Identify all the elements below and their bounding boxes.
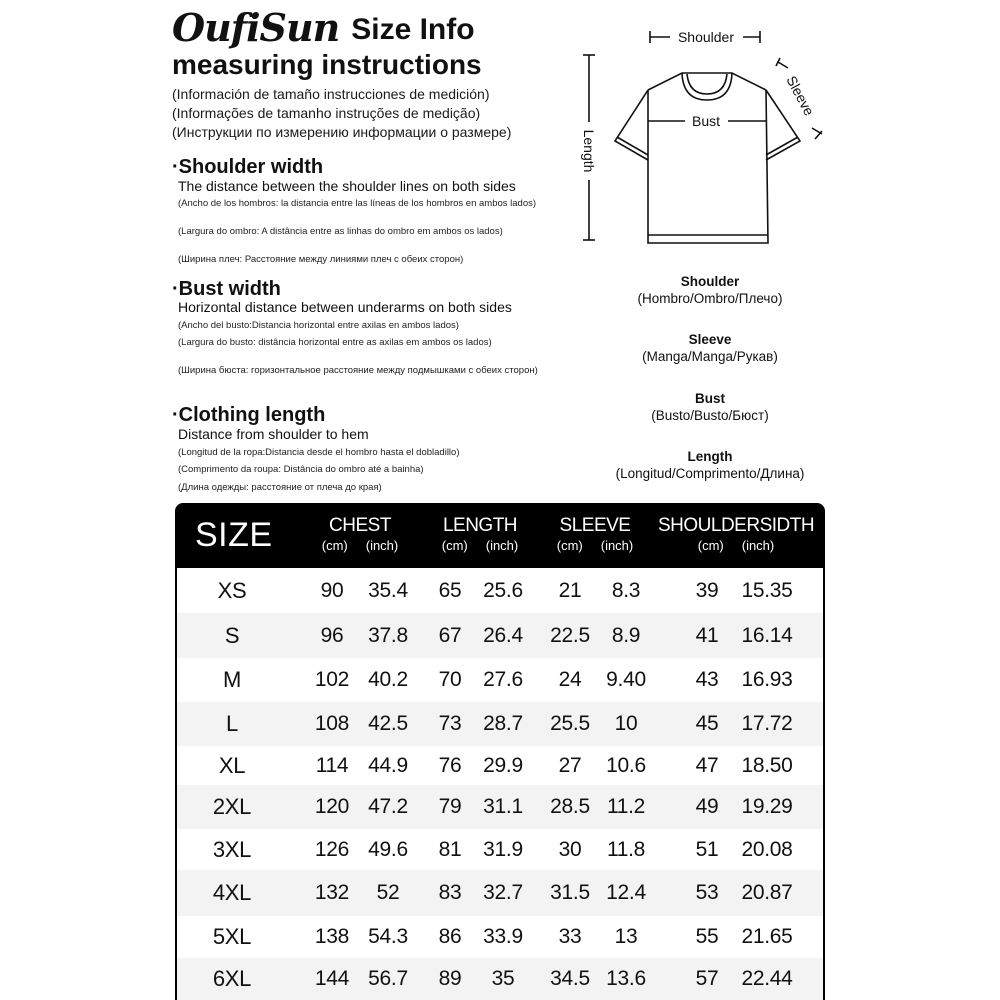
diagram-label-sleeve: Sleeve — [783, 72, 818, 119]
cell-shoulder-inch: 20.87 — [741, 881, 793, 904]
brand-logo: OufiSun — [172, 5, 340, 50]
cell-length-cm: 81 — [438, 837, 462, 861]
cell-shoulder-inch: 17.72 — [741, 712, 793, 735]
header-size: SIZE — [195, 516, 273, 554]
cell-chest-cm: 102 — [314, 668, 350, 691]
cell-size: 2XL — [212, 794, 252, 819]
legend-term: Sleeve — [688, 332, 732, 347]
section-note-ru: (Длина одежды: расстояние от плеча до края) — [178, 482, 382, 493]
cell-chest-cm: 90 — [320, 578, 344, 602]
cell-sleeve-inch: 9.40 — [606, 668, 646, 691]
cell-shoulder-inch: 22.44 — [741, 967, 793, 990]
cell-shoulder-cm: 57 — [695, 967, 719, 990]
cell-shoulder-cm: 43 — [695, 668, 719, 691]
cell-length-cm: 76 — [438, 753, 462, 777]
page-subtitle: measuring instructions — [172, 49, 482, 80]
cell-chest-cm: 114 — [315, 753, 349, 777]
table-body — [175, 568, 825, 1000]
section-title-bust-width: ·Bust width — [172, 278, 281, 300]
cell-size: S — [224, 622, 240, 648]
cell-shoulder-cm: 41 — [695, 623, 719, 647]
unit-cm: (cm) — [321, 538, 348, 553]
unit-cm: (cm) — [697, 538, 724, 553]
section-note-es: (Longitud de la ropa:Distancia desde el hombro hasta el dobladillo) — [178, 447, 460, 458]
cell-size: M — [222, 667, 242, 692]
table-header — [175, 503, 825, 568]
cell-size: L — [226, 711, 238, 736]
cell-chest-inch: 40.2 — [368, 668, 408, 691]
cell-chest-inch: 44.9 — [368, 753, 408, 777]
tshirt-diagram — [575, 10, 840, 260]
cell-sleeve-cm: 22.5 — [550, 623, 590, 647]
cell-length-cm: 67 — [438, 623, 462, 647]
brand-title — [172, 2, 475, 50]
cell-sleeve-cm: 21 — [558, 578, 582, 602]
legend-item-shoulder — [590, 273, 830, 307]
cell-sleeve-inch: 10.6 — [606, 753, 646, 777]
cell-chest-cm: 132 — [314, 881, 350, 904]
cell-sleeve-cm: 34.5 — [550, 967, 590, 990]
diagram-label-bust: Bust — [691, 113, 721, 129]
diagram-label-length: Length — [581, 129, 597, 173]
cell-sleeve-cm: 28.5 — [550, 795, 590, 818]
cell-sleeve-inch: 10 — [614, 712, 638, 735]
cell-chest-cm: 120 — [314, 795, 350, 818]
cell-length-inch: 33.9 — [483, 925, 523, 948]
cell-length-cm: 89 — [438, 967, 462, 990]
cell-shoulder-inch: 21.65 — [741, 925, 793, 948]
legend-term: Bust — [695, 391, 725, 406]
section-desc-clothing-length: Distance from shoulder to hem — [178, 426, 369, 442]
cell-sleeve-inch: 8.3 — [611, 578, 641, 602]
tshirt-icon — [575, 10, 840, 260]
cell-length-cm: 86 — [438, 925, 462, 948]
title-suffix: Size Info — [351, 13, 475, 46]
cell-shoulder-cm: 49 — [695, 795, 719, 818]
section-title-clothing-length: ·Clothing length — [172, 404, 326, 426]
cell-sleeve-inch: 13 — [614, 925, 638, 948]
table-row-m — [177, 658, 823, 702]
cell-chest-inch: 37.8 — [368, 623, 408, 647]
legend-translation: (Busto/Busto/Бюст) — [651, 408, 769, 423]
unit-inch: (inch) — [485, 538, 519, 553]
cell-sleeve-inch: 13.6 — [606, 967, 646, 990]
table-row-3xl — [177, 829, 823, 870]
cell-chest-inch: 49.6 — [368, 837, 408, 861]
section-desc-shoulder-width: The distance between the shoulder lines on both sides — [178, 178, 516, 194]
cell-size: XS — [217, 577, 247, 603]
cell-shoulder-cm: 51 — [695, 837, 719, 861]
cell-chest-inch: 54.3 — [368, 925, 408, 948]
cell-length-inch: 27.6 — [483, 668, 523, 691]
cell-size: 4XL — [212, 880, 252, 905]
cell-length-cm: 70 — [438, 668, 462, 691]
table-row-s — [177, 613, 823, 658]
cell-chest-inch: 42.5 — [368, 712, 408, 735]
legend-translation: (Hombro/Ombro/Плечо) — [637, 291, 783, 306]
cell-sleeve-cm: 24 — [558, 668, 582, 691]
section-note-pt: (Largura do busto: distância horizontal entre as axilas em ambos os lados) — [178, 337, 492, 348]
cell-sleeve-cm: 30 — [558, 837, 582, 861]
cell-size: 6XL — [212, 966, 252, 991]
legend-term: Length — [687, 449, 733, 464]
cell-length-inch: 32.7 — [483, 881, 523, 904]
table-row-xl — [177, 746, 823, 785]
cell-chest-inch: 47.2 — [368, 795, 408, 818]
cell-length-inch: 25.6 — [483, 578, 523, 602]
legend-item-length — [590, 448, 830, 482]
header-chest — [300, 515, 420, 555]
cell-shoulder-inch: 18.50 — [741, 753, 793, 777]
header-length — [420, 515, 540, 555]
unit-cm: (cm) — [556, 538, 583, 553]
cell-size: XL — [218, 752, 246, 778]
cell-sleeve-inch: 12.4 — [606, 881, 646, 904]
section-title-shoulder-width: ·Shoulder width — [172, 156, 324, 178]
section-note-es: (Ancho de los hombros: la distancia entre las líneas de los hombros en ambos lados) — [178, 198, 537, 209]
legend-item-sleeve — [590, 331, 830, 365]
size-chart-table — [175, 503, 825, 1000]
section-note-pt: (Comprimento da roupa: Distância do ombro até a bainha) — [178, 464, 424, 475]
cell-shoulder-inch: 16.93 — [741, 668, 793, 691]
cell-length-inch: 28.7 — [483, 712, 523, 735]
cell-chest-cm: 144 — [314, 967, 350, 990]
diagram-label-shoulder: Shoulder — [677, 29, 735, 45]
unit-inch: (inch) — [365, 538, 399, 553]
cell-length-cm: 79 — [438, 795, 462, 818]
cell-length-cm: 83 — [438, 881, 462, 904]
unit-inch: (inch) — [600, 538, 634, 553]
cell-shoulder-cm: 45 — [695, 712, 719, 735]
cell-shoulder-inch: 20.08 — [741, 837, 793, 861]
table-row-5xl — [177, 916, 823, 958]
section-note-ru: (Ширина бюста: горизонтальное расстояние между подмышками с обеих сторон) — [178, 365, 538, 376]
cell-length-cm: 65 — [438, 578, 462, 602]
cell-shoulder-inch: 16.14 — [741, 623, 793, 647]
cell-chest-cm: 138 — [314, 925, 350, 948]
cell-chest-cm: 126 — [314, 837, 350, 861]
section-note-es: (Ancho del busto:Distancia horizontal entre axilas en ambos lados) — [178, 320, 459, 331]
legend-item-bust — [590, 390, 830, 424]
header-group-name: LENGTH — [442, 515, 518, 536]
cell-shoulder-cm: 39 — [695, 578, 719, 602]
subtitle-translation-ru: (Инструкции по измерению информации о размере) — [172, 124, 512, 140]
table-row-6xl — [177, 958, 823, 1000]
legend-translation: (Longitud/Comprimento/Длина) — [615, 466, 805, 481]
section-note-pt: (Largura do ombro: A distância entre as linhas do ombro em ambos os lados) — [178, 226, 503, 237]
cell-length-inch: 31.1 — [483, 795, 523, 818]
cell-length-inch: 26.4 — [483, 623, 523, 647]
cell-chest-cm: 96 — [320, 623, 344, 647]
cell-shoulder-inch: 19.29 — [741, 795, 793, 818]
cell-shoulder-cm: 55 — [695, 925, 719, 948]
cell-sleeve-inch: 8.9 — [611, 623, 641, 647]
subtitle-translation-es: (Información de tamaño instrucciones de medición) — [172, 86, 490, 102]
subtitle-translation-pt: (Informações de tamanho instruções de medição) — [172, 105, 481, 121]
cell-shoulder-cm: 53 — [695, 881, 719, 904]
table-row-l — [177, 702, 823, 746]
cell-sleeve-cm: 27 — [558, 753, 582, 777]
cell-length-inch: 29.9 — [483, 753, 523, 777]
cell-shoulder-cm: 47 — [695, 753, 719, 777]
header-group-name: SHOULDERSIDTH — [658, 515, 815, 536]
cell-length-inch: 31.9 — [483, 837, 523, 861]
cell-sleeve-cm: 31.5 — [550, 881, 590, 904]
cell-chest-inch: 56.7 — [368, 967, 408, 990]
cell-sleeve-cm: 33 — [558, 925, 582, 948]
section-desc-bust-width: Horizontal distance between underarms on both sides — [178, 299, 512, 315]
table-row-4xl — [177, 870, 823, 916]
header-group-name: CHEST — [329, 515, 391, 536]
legend-translation: (Manga/Manga/Рукав) — [642, 349, 778, 364]
cell-chest-inch: 35.4 — [368, 578, 408, 602]
section-note-ru: (Ширина плеч: Расстояние между линиями плеч с обеих сторон) — [178, 254, 464, 265]
cell-length-inch: 35 — [491, 967, 515, 990]
unit-inch: (inch) — [741, 538, 775, 553]
cell-size: 5XL — [212, 924, 252, 949]
cell-sleeve-cm: 25.5 — [550, 712, 590, 735]
header-shoulder-width — [658, 515, 814, 555]
cell-sleeve-inch: 11.2 — [606, 795, 646, 818]
cell-shoulder-inch: 15.35 — [741, 578, 793, 602]
cell-length-cm: 73 — [438, 712, 462, 735]
header-sleeve — [535, 515, 655, 555]
cell-size: 3XL — [212, 836, 252, 862]
table-row-xs — [177, 568, 823, 613]
legend-term: Shoulder — [680, 274, 740, 289]
table-row-2xl — [177, 785, 823, 829]
cell-sleeve-inch: 11.8 — [606, 837, 646, 861]
header-group-name: SLEEVE — [559, 515, 631, 536]
unit-cm: (cm) — [441, 538, 468, 553]
cell-chest-cm: 108 — [314, 712, 350, 735]
cell-chest-inch: 52 — [376, 881, 400, 904]
